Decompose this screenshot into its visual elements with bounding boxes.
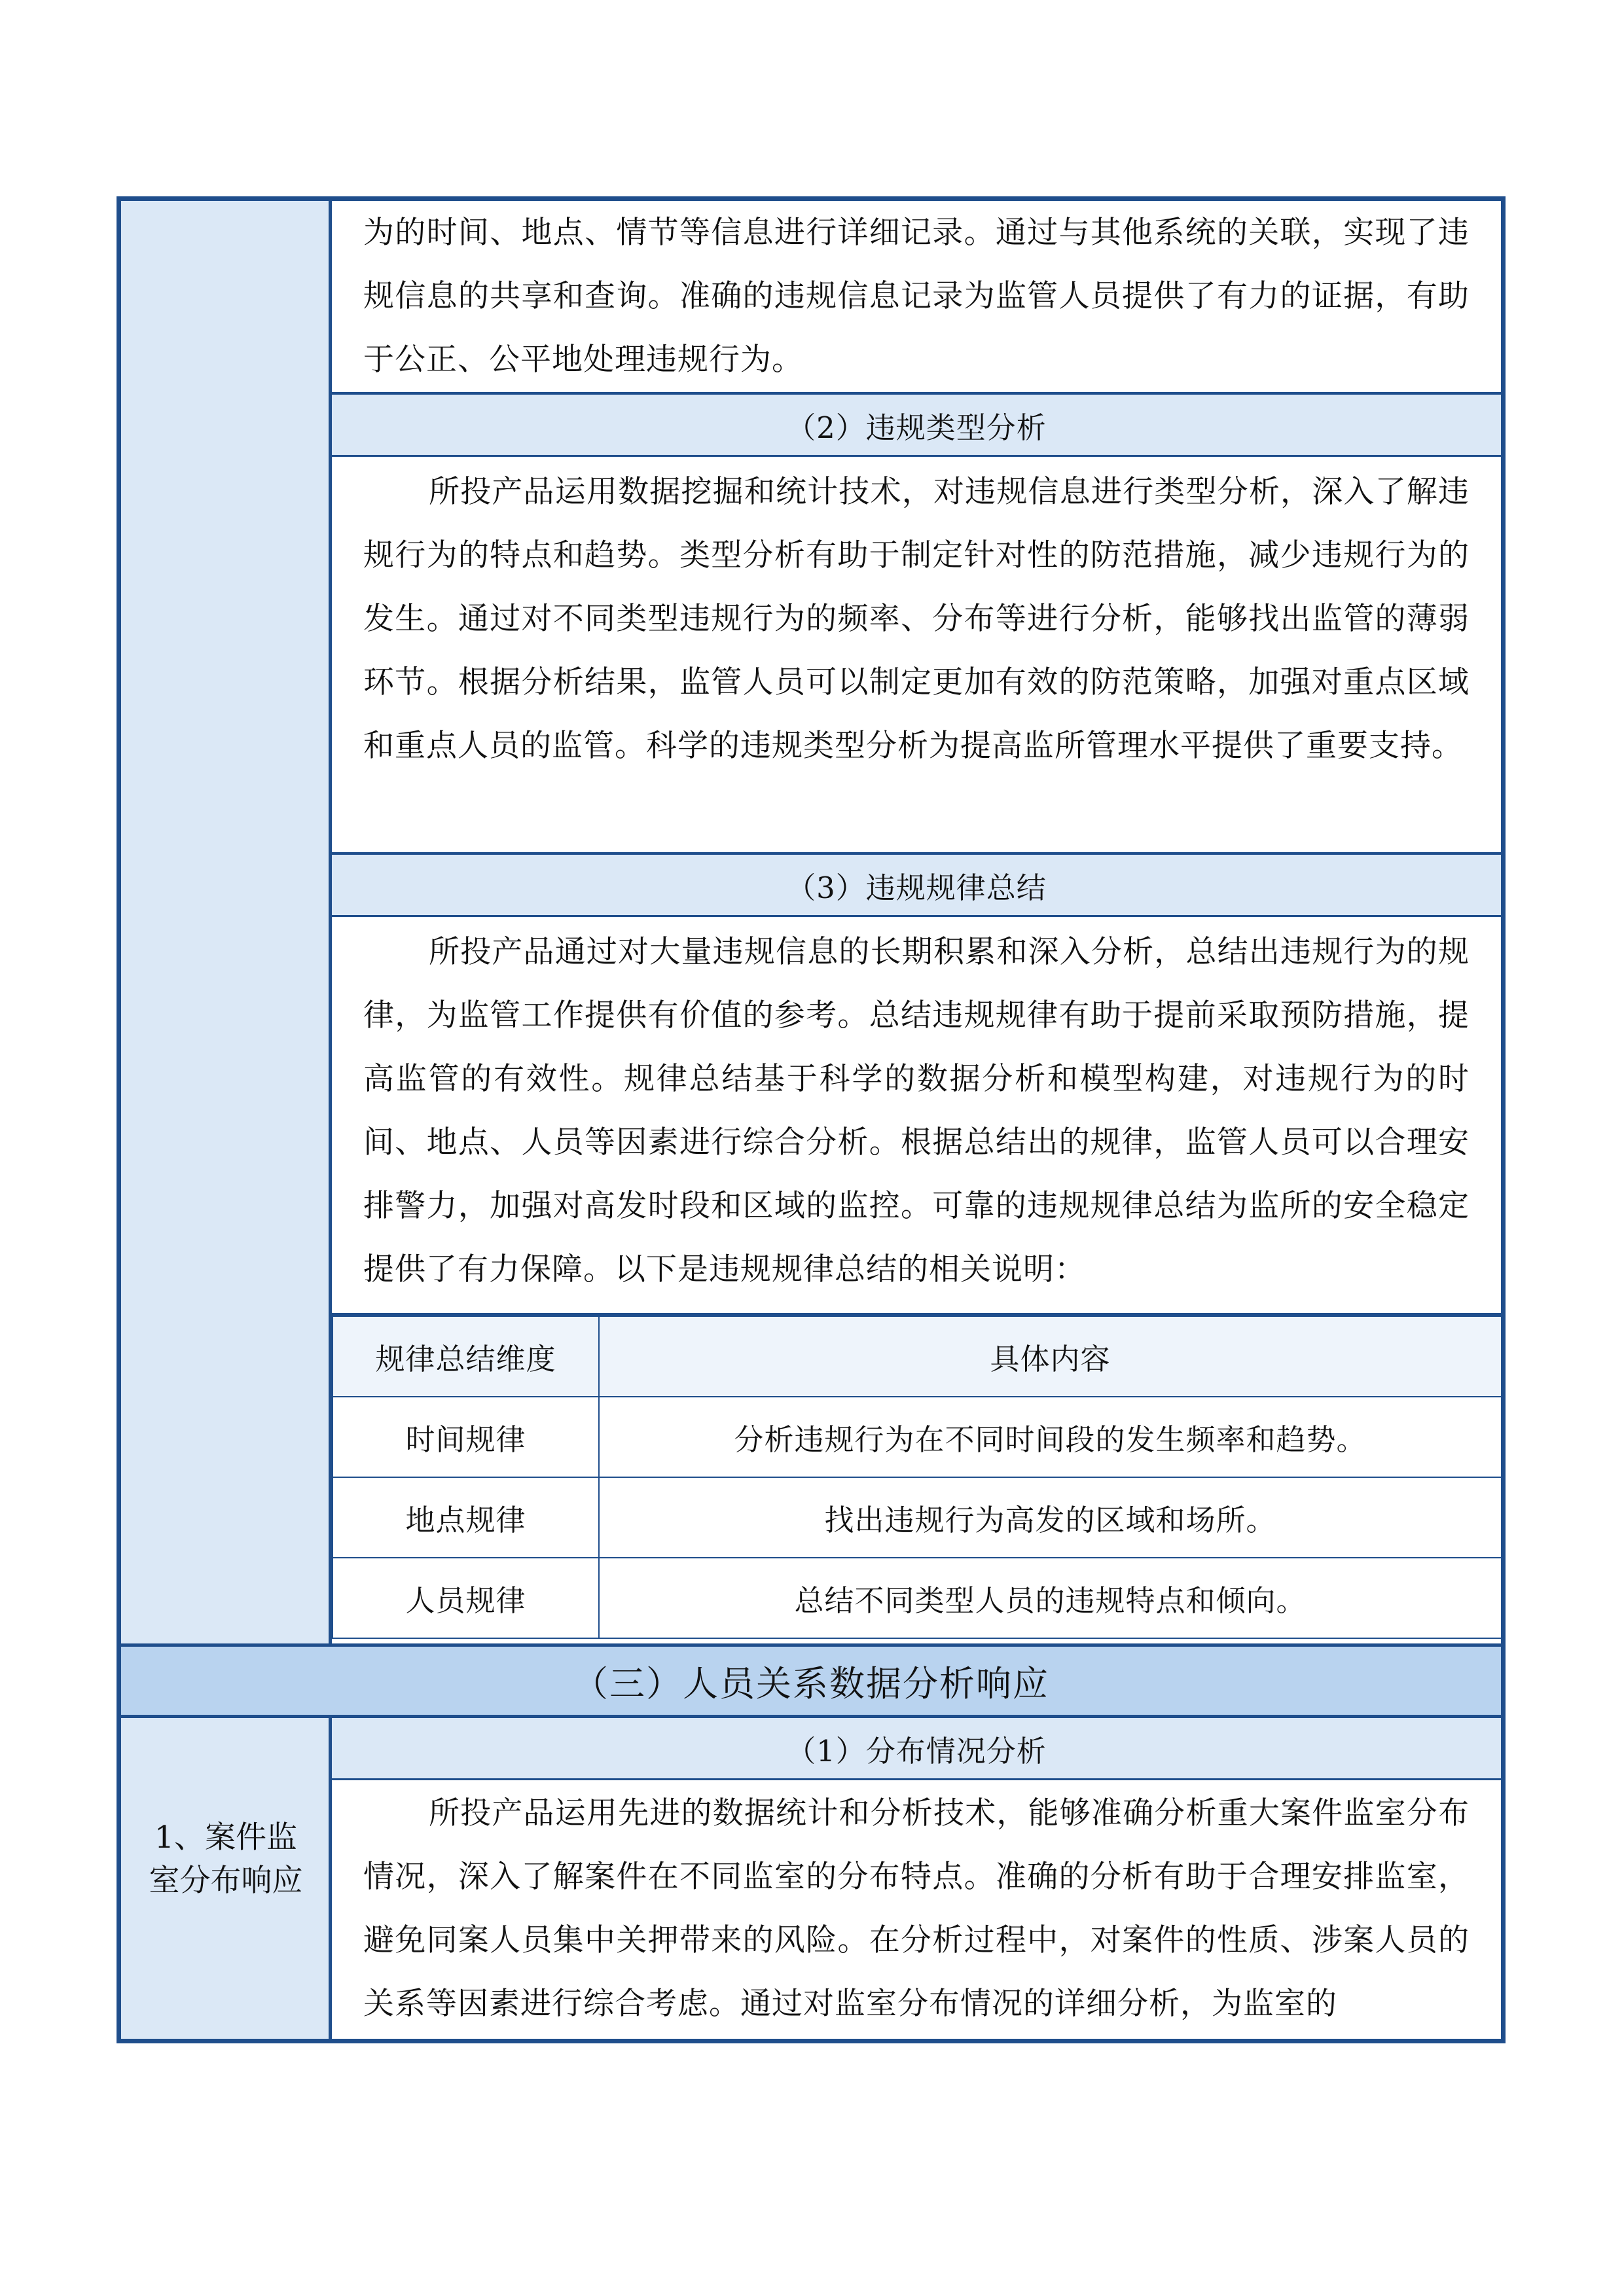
pattern-table	[332, 1316, 1502, 1639]
heading-distribution-analysis: （1）分布情况分析	[332, 1718, 1501, 1778]
table-cell: 分析违规行为在不同时间段的发生频率和趋势。	[599, 1397, 1502, 1477]
divider	[332, 915, 1501, 917]
table-row	[333, 1477, 1502, 1558]
table-cell: 时间规律	[333, 1397, 599, 1477]
table-cell: 总结不同类型人员的违规特点和倾向。	[599, 1558, 1502, 1638]
violation-type-paragraph: 所投产品运用数据挖掘和统计技术，对违规信息进行类型分析，深入了解违规行为的特点和趋势。类型分析有助于制定针对性的防范措施，减少违规行为的发生。通过对不同类型违规行为的频率、分布等进行分析，能够找出监管的薄弱环节。根据分析结果，监管人员可以制定更加有效的防范策略，加强对重点区域和重点人员的监管。科学的违规类型分析为提高监所管理水平提供了重要支持。	[363, 474, 1470, 764]
table-header-cell: 具体内容	[599, 1316, 1502, 1397]
item-label: 1、案件监室分布响应	[149, 1820, 303, 1899]
table-cell: 人员规律	[333, 1558, 599, 1638]
left-column-upper	[121, 201, 332, 1643]
heading-violation-type-analysis: （2）违规类型分析	[332, 395, 1501, 455]
table-row	[333, 1397, 1502, 1477]
divider	[332, 1778, 1501, 1780]
heading-violation-pattern-summary: （3）违规规律总结	[332, 855, 1501, 915]
violation-record-paragraph: 为的时间、地点、情节等信息进行详细记录。通过与其他系统的关联，实现了违规信息的共享和查询。准确的违规信息记录为监管人员提供了有力的证据，有助于公正、公平地处理违规行为。	[363, 215, 1470, 378]
table-header-row	[333, 1316, 1502, 1397]
document-frame	[117, 196, 1506, 2043]
violation-pattern-paragraph: 所投产品通过对大量违规信息的长期积累和深入分析，总结出违规行为的规律，为监管工作提供有价值的参考。总结违规规律有助于提前采取预防措施，提高监管的有效性。规律总结基于科学的数据分析和模型构建，对违规行为的时间、地点、人员等因素进行综合分析。根据总结出的规律，监管人员可以合理安排警力，加强对高发时段和区域的监控。可靠的违规规律总结为监所的安全稳定提供了有力保障。以下是违规规律总结的相关说明：	[363, 934, 1470, 1287]
distribution-paragraph: 所投产品运用先进的数据统计和分析技术，能够准确分析重大案件监室分布情况，深入了解案件在不同监室的分布特点。准确的分析有助于合理安排监室，避免同案人员集中关押带来的风险。在分析过程中，对案件的性质、涉案人员的关系等因素进行综合考虑。通过对监室分布情况的详细分析，为监室的	[363, 1795, 1470, 2022]
table-header-cell: 规律总结维度	[333, 1316, 599, 1397]
divider	[332, 455, 1501, 457]
table-cell: 找出违规行为高发的区域和场所。	[599, 1477, 1502, 1558]
table-row	[333, 1558, 1502, 1638]
section-title: （三）人员关系数据分析响应	[121, 1647, 1501, 1715]
table-cell: 地点规律	[333, 1477, 599, 1558]
